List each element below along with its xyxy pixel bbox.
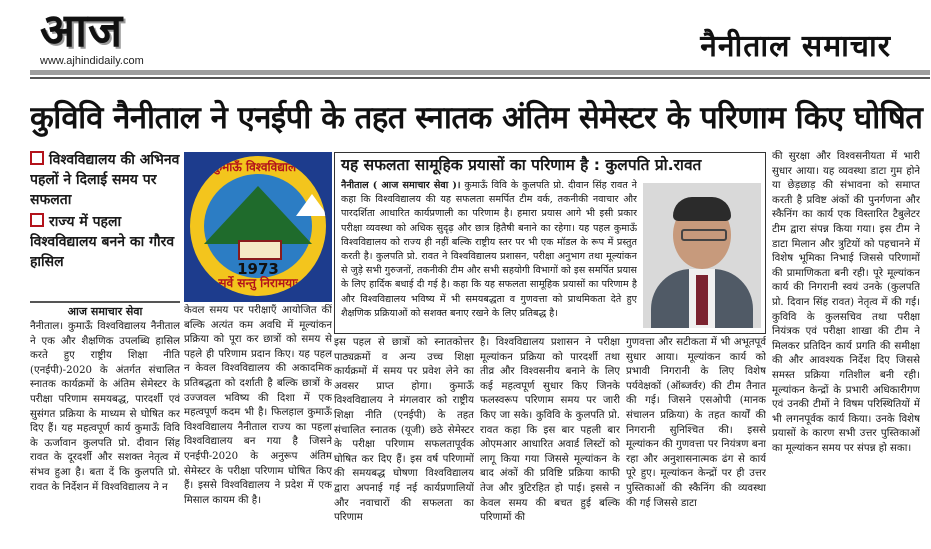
quote-box-title: यह सफलता सामूहिक प्रयासों का परिणाम है : कुलपति प्रो.रावत [341,156,702,174]
column-6-text: की सुरक्षा और विश्वसनीयता में भारी सुधार आया। यह व्यवस्था डाटा गुम होने या छेड़छाड़ की संभावना को समाप्त करती है प्रविष्ट अंकों की पुनर्गणना और स्कैनिंग का कार्य एक विस्तारित टैबुलेटर टीम द्वारा संपन्न किया गया। इस टीम ने डाटा मिलान और त्रुटियों को पहचानने में विशेष भूमिका निभाई जिससे परिणामों की प्रामाणिकता बनी रही। पूरे मूल्यांकन कार्य की निगरानी स्वयं उनके (कुलपति प्रो. दिवान सिंह रावत) नेतृत्व में की गई। कुविवि के कुलसचिव तथा परीक्षा नियंत्रक एवं परीक्षा शाखा की टीम ने मिलकर प्रतिदिन कार्य प्रगति की समीक्षा की और आवश्यक निर्देश दिए जिससे समस्त प्रक्रिया गतिशील बनी रही। मूल्यांकन केन्द्रों के प्रभारी अधिकारीगण एवं उनकी टीमों ने विषम परिस्थितियों में भी लगनपूर्वक कार्य किया। उनके विशेष प्रयासों के कारण सभी उत्तर पुस्तिकाओं का मूल्यांकन समय पर संपन्न हो सका। [772,151,920,454]
quote-box-body: कुमाऊँ विवि के कुलपति प्रो. दीवान सिंह रावत ने कहा कि विश्वविद्यालय की यह सफलता समर्पित टीम वर्क, तकनीकी नवाचार और पारदर्शिता आधारित कार्यप्रणाली का परिणाम है। हमारा प्रयास आगे भी इसी प्रकार परीक्षा व्यवस्था को अधिक सुदृढ़ और छात्र हितैषी बनाने का रहेगा। यह पहल कुमाऊँ विश्वविद्यालय को राज्य ही नहीं बल्कि राष्ट्रीय स्तर पर भी एक मॉडल के रूप में प्रस्तुत करती है। कुलपति प्रो. रावत ने विश्वविद्यालय प्रशासन, परीक्षा अनुभाग तथा मूल्यांकन से जुड़े सभी गुरुजनों, तकनीकी टीम और सभी सहयोगी विभागों को इस समर्पित प्रयास के लिए हार्दिक बधाई दी गई है। कहा कि यह सफलता सामूहिक प्रयासों का परिणाम है और विश्वविद्यालय भविष्य में भी समयबद्धता व गुणवत्ता को प्राथमिकता देते हुए शैक्षणिक प्रक्रियाओं को सशक्त बनाए रखने के लिए प्रतिबद्ध है। [341,180,637,319]
vice-chancellor-photo [643,183,761,328]
column-2-text: केवल समय पर परीक्षाएँ आयोजित कीं बल्कि अत्यंत कम अवधि में मूल्यांकन प्रक्रिया को पूरा कर छात्रों को समय से पहले ही परिणाम प्रदान किए। यह पहल न केवल विश्वविद्यालय की अकादमिक प्रतिबद्धता को दर्शाती है बल्कि छात्रों के उज्जवल भविष्य की दिशा में एक महत्वपूर्ण कदम भी है। फिलहाल कुमाऊँ विश्वविद्यालय नैनीताल राज्य का पहला विश्वविद्यालय बन गया है जिसने एनईपी-2020 के अनुरूप अंतिम सेमेस्टर के परीक्षा परिणाम घोषित किए हैं। इससे विश्वविद्यालय ने प्रदेश में एक मिसाल कायम की है। [184,305,332,506]
quote-box-lead: नैनीताल ( आज समाचार सेवा )। [341,180,461,191]
checkbox-square-icon [30,151,44,165]
snow-peak-icon [296,194,326,216]
section-title: नैनीताल समाचार [700,29,891,64]
highlight-item [30,212,180,272]
masthead-rule-thin [30,77,930,79]
quote-box-text [341,179,637,331]
masthead [0,0,931,80]
column-5-text: गुणवत्ता और सटीकता में भी अभूतपूर्व सुधार आया। मूल्यांकन कार्य को प्रभावी निगरानी के लिए विशेष पर्यवेक्षकों (ऑब्जर्वर) की टीम तैनात की गई। जिसने एसओपी (मानक संचालन प्रक्रिया) के तहत कार्यों की निगरानी सुनिश्चित की। इससे मूल्यांकन की गुणवत्ता पर नियंत्रण बना रहा और अनुशासनात्मक ढंग से कार्य पूरे हुए। मूल्यांकन केन्द्रों पर ही उत्तर पुस्तिकाओं की स्कैनिंग की व्यवस्था की गई जिससे डाटा [626,337,766,509]
column-4-text: है। विश्वविद्यालय प्रशासन ने परीक्षा मूल्यांकन प्रक्रिया को पारदर्शी तथा तीव्र और विश्वसनीय बनाने के लिए कई महत्वपूर्ण सुधार किए जिनके फलस्वरूप परिणाम समय पर जारी किए जा सके। कुविवि के कुलपति प्रो. रावत कहा कि इस बार पहली बार ओएमआर आधारित अवार्ड लिस्टों को लागू किया गया जिससे मूल्यांकन के बाद अंकों की प्रविष्टि प्रक्रिया काफी तेज और त्रुटिरहित हो पाई। इससे न केवल समय की बचत हुई बल्कि परिणामों की [480,337,620,524]
checkbox-square-icon [30,213,44,227]
quote-box [334,152,766,334]
column-3-text: इस पहल से छात्रों को स्नातकोत्तर पाठ्यक्रमों व अन्य उच्च शिक्षा कार्यक्रमों में समय पर प्रवेश लेने का अवसर प्राप्त होगा। कुमाऊँ विश्वविद्यालय ने मंगलवार को राष्ट्रीय शिक्षा नीति (एनईपी) के तहत संचालित स्नातक (यूजी) छठे सेमेस्टर के परीक्षा परिणाम सफलतापूर्वक घोषित कर दिए हैं। इस वर्ष परिणामों की समयबद्ध घोषणा विश्वविद्यालय द्वारा अपनाई गई नई कार्यप्रणालियों और नवाचारों की सफलता का परिणाम [334,337,474,524]
emblem-seal [190,156,326,296]
mountain-icon [204,186,312,244]
emblem-year: 1973 [237,260,279,278]
photo-tie [696,275,708,325]
article-column-4 [480,336,620,549]
photo-hair [673,197,731,221]
emblem-motto: सर्वे सन्तु निरामयाः [218,276,298,290]
highlights [30,150,180,298]
glasses-icon [681,229,727,241]
article-column-6 [772,150,920,549]
university-emblem [184,152,332,302]
highlight-item [30,150,180,210]
byline: आज समाचार सेवा [30,301,180,321]
article-column-1 [30,320,180,549]
column-1-text: नैनीताल। कुमाऊँ विश्वविद्यालय नैनीताल ने एक और शैक्षणिक उपलब्धि हासिल करते हुए राष्ट्रीय शिक्षा नीति (एनईपी)-2020 के अंतर्गत संचालित स्नातक कार्यक्रमों के अंतिम सेमेस्टर के परीक्षा परिणाम समयबद्ध, पारदर्शी एवं सुसंगत प्रक्रिया के माध्यम से घोषित कर दिए हैं। यह महत्वपूर्ण कार्य कुमाऊँ विवि के ऊर्जावान कुलपति प्रो. दीवान सिंह रावत के दूरदर्शी और सशक्त नेतृत्व में संभव हुआ है। बता दें कि कुलपति प्रो. रावत के निर्देशन में विश्वविद्यालय ने न [30,321,180,493]
article-column-2 [184,304,332,549]
emblem-top-text: कुमाऊँ विश्वविद्यालय [212,160,304,174]
highlight-text: विश्वविद्यालय की अभिनव पहलों ने दिलाई समय पर सफलता [30,152,180,208]
article-column-3 [334,336,474,549]
masthead-rule-thick [30,70,930,75]
site-url[interactable]: www.ajhindidaily.com [40,55,144,67]
highlight-text: राज्य में पहला विश्वविद्यालय बनने का गौरव हासिल [30,214,175,270]
book-icon [238,240,282,260]
emblem-center [204,174,312,278]
main-headline: कुविवि नैनीताल ने एनईपी के तहत स्नातक अंतिम सेमेस्टर के परिणाम किए घोषित [30,100,923,136]
article-column-5 [626,336,766,549]
newspaper-logo: आज [40,3,124,57]
